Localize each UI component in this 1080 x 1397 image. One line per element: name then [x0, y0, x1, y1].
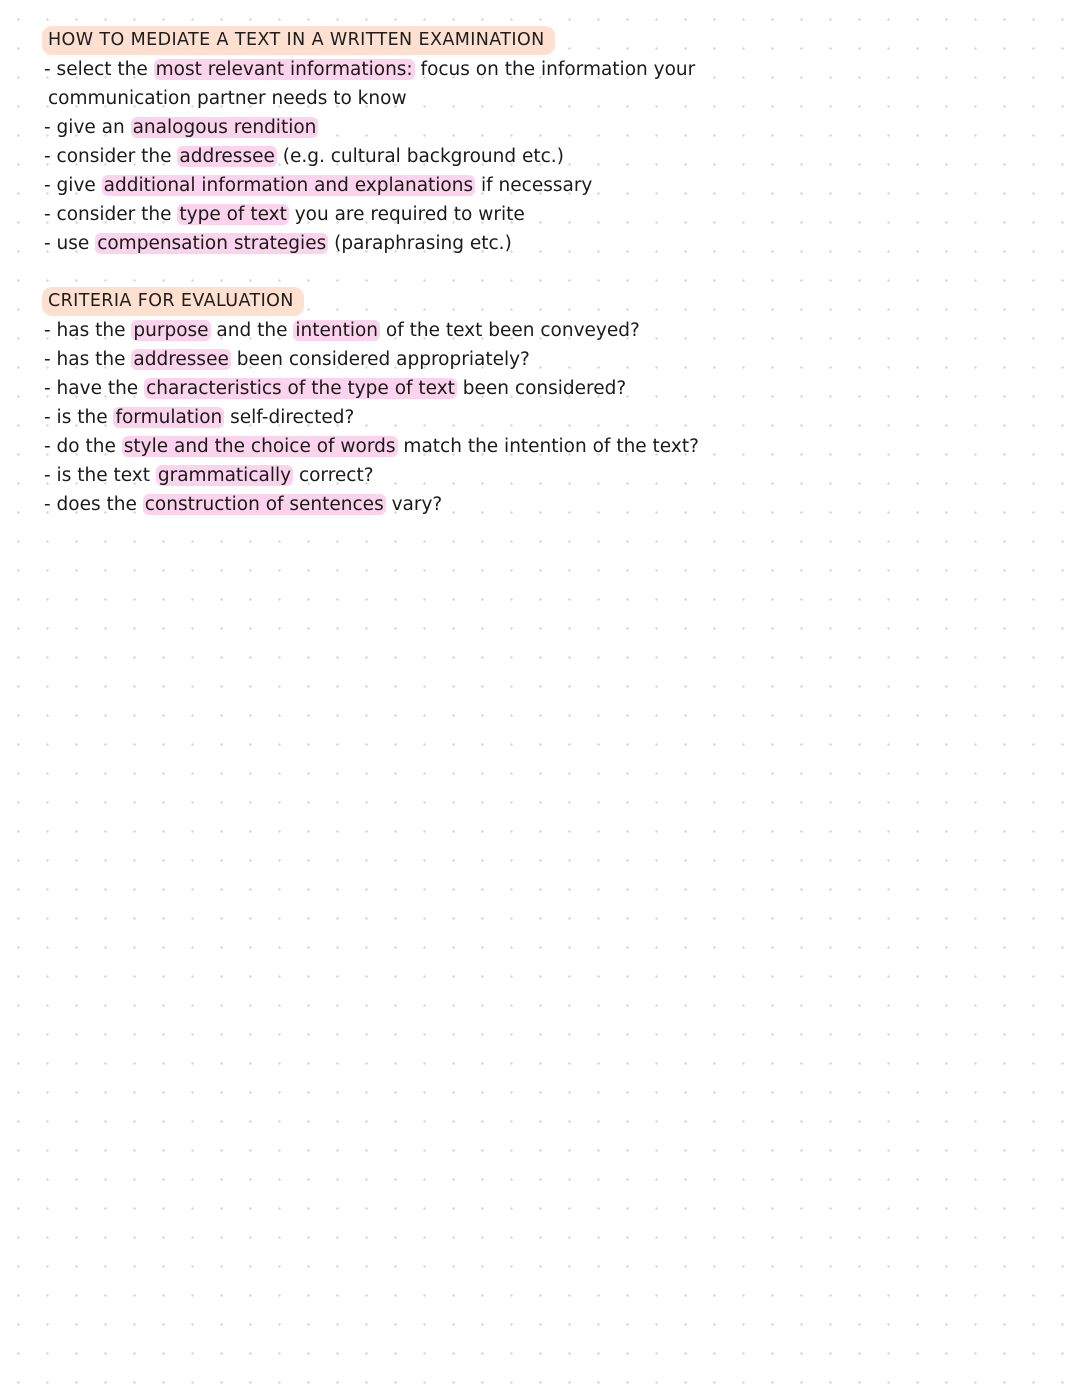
note-page — [44, 26, 1034, 519]
text-segment: - has the — [44, 349, 132, 370]
text-segment: - is the text — [44, 465, 156, 486]
list-item — [44, 171, 1034, 200]
text-segment: - is the — [44, 407, 114, 428]
highlighted-text: style and the choice of words — [123, 436, 396, 457]
highlighted-text: construction of sentences — [144, 494, 384, 515]
text-segment: been considered appropriately? — [230, 349, 530, 370]
highlighted-text: intention — [295, 320, 379, 341]
text-segment: - give — [44, 175, 102, 196]
list-item — [44, 403, 1034, 432]
highlighted-text: compensation strategies — [97, 233, 327, 254]
list-item — [44, 229, 1034, 258]
text-segment: - have the — [44, 378, 145, 399]
highlighted-text: characteristics of the type of text — [146, 378, 455, 399]
text-segment: - use — [44, 233, 96, 254]
text-segment: - consider the — [44, 204, 178, 225]
highlighted-text: most relevant informations: — [155, 59, 413, 80]
list-item — [44, 461, 1034, 490]
highlighted-text: formulation — [115, 407, 223, 428]
text-segment: communication partner needs to know — [48, 88, 407, 109]
list-item — [44, 55, 1034, 84]
list-item — [44, 432, 1034, 461]
text-segment: (paraphrasing etc.) — [328, 233, 512, 254]
list-item — [44, 490, 1034, 519]
list-item — [44, 316, 1034, 345]
bullet-list — [44, 316, 1034, 519]
text-segment: (e.g. cultural background etc.) — [276, 146, 564, 167]
text-segment: - do the — [44, 436, 122, 457]
text-segment: vary? — [385, 494, 443, 515]
text-segment: self-directed? — [224, 407, 355, 428]
text-segment: match the intention of the text? — [397, 436, 699, 457]
text-segment: - give an — [44, 117, 131, 138]
text-segment: if necessary — [475, 175, 593, 196]
list-item — [44, 345, 1034, 374]
text-segment: focus on the information your — [414, 59, 696, 80]
text-segment: - consider the — [44, 146, 178, 167]
list-item — [44, 374, 1034, 403]
highlighted-text: addressee — [179, 146, 275, 167]
text-segment: - does the — [44, 494, 143, 515]
list-item-continuation — [48, 84, 1034, 113]
text-segment: correct? — [293, 465, 374, 486]
highlighted-text: purpose — [133, 320, 209, 341]
highlighted-text: type of text — [179, 204, 287, 225]
highlighted-text: grammatically — [157, 465, 292, 486]
text-segment: - select the — [44, 59, 154, 80]
list-item — [44, 113, 1034, 142]
section-heading: CRITERIA FOR EVALUATION — [42, 287, 304, 316]
text-segment: you are required to write — [288, 204, 525, 225]
text-segment: of the text been conveyed? — [380, 320, 640, 341]
text-segment: - has the — [44, 320, 132, 341]
text-segment: and the — [210, 320, 294, 341]
list-item — [44, 142, 1034, 171]
section-heading: HOW TO MEDIATE A TEXT IN A WRITTEN EXAMINATION — [42, 26, 555, 55]
highlighted-text: analogous rendition — [132, 117, 317, 138]
highlighted-text: additional information and explanations — [103, 175, 474, 196]
section-mediation — [44, 26, 1034, 258]
list-item — [44, 200, 1034, 229]
bullet-list — [44, 55, 1034, 258]
text-segment: been considered? — [456, 378, 627, 399]
highlighted-text: addressee — [133, 349, 229, 370]
section-criteria — [44, 287, 1034, 519]
